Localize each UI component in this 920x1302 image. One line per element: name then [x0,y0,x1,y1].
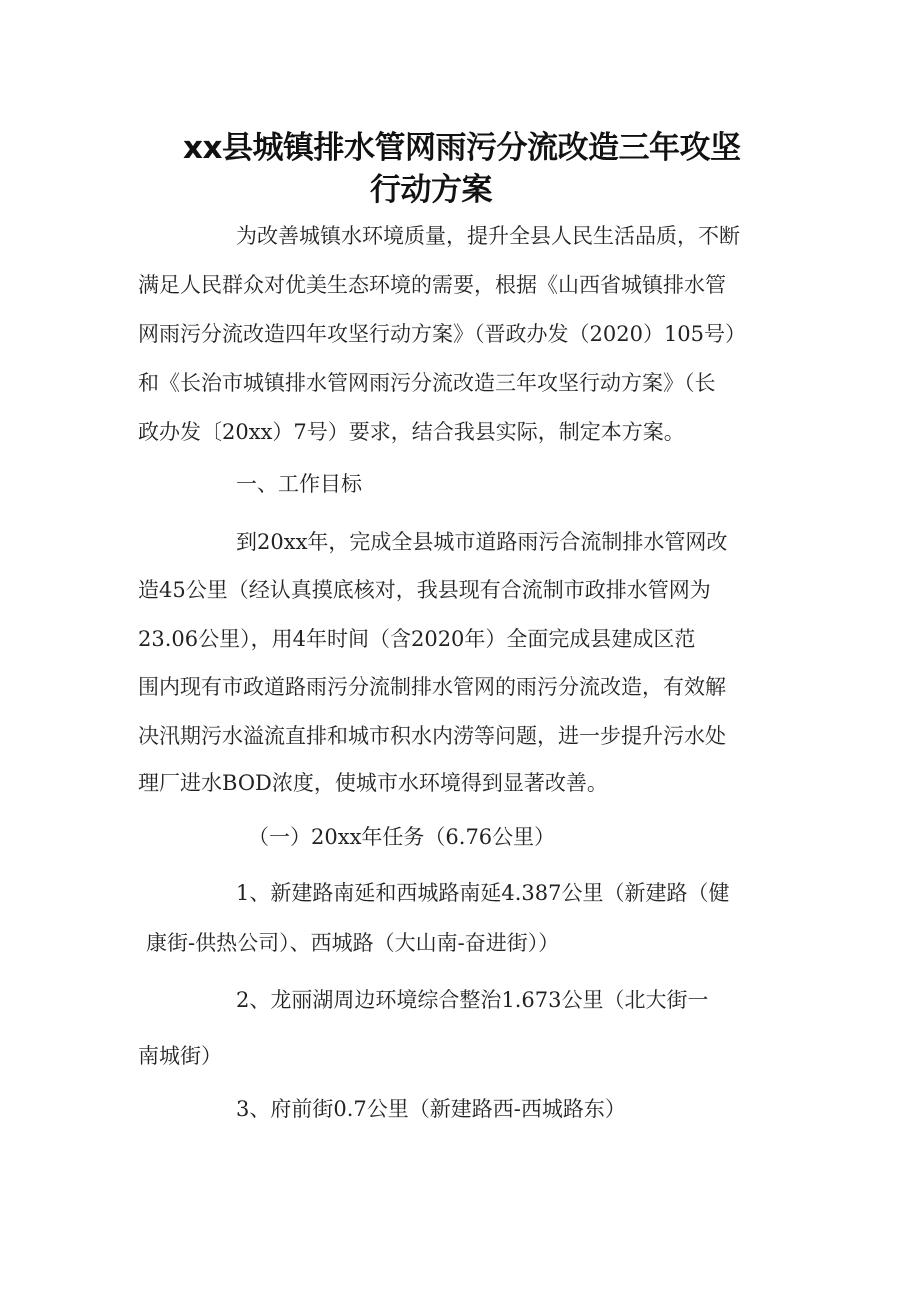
task2-line-1: 2、龙丽湖周边环境综合整治1.673公里（北大街一 [236,988,709,1012]
intro-line-3: 网雨污分流改造四年攻坚行动方案》（晋政办发（2020）105号） [138,322,747,346]
intro-line-5: 政办发〔20xx）7号）要求，结合我县实际，制定本方案。 [138,420,685,444]
task2-line-2: 南城街） [138,1044,222,1068]
goal-line-4: 围内现有市政道路雨污分流制排水管网的雨污分流改造，有效解 [138,675,726,699]
document-title-line2: 行动方案 [370,172,492,208]
intro-line-4: 和《长治市城镇排水管网雨污分流改造三年攻坚行动方案》（长 [138,371,716,395]
goal-line-2: 造45公里（经认真摸底核对，我县现有合流制市政排水管网为 [138,578,711,602]
document-title-line1: xx县城镇排水管网雨污分流改造三年攻坚 [183,130,741,166]
subsection-heading-tasks: （一）20xx年任务（6.76公里） [248,825,556,849]
intro-line-2: 满足人民群众对优美生态环境的需要，根据《山西省城镇排水管 [138,273,726,297]
goal-line-1: 到20xx年，完成全县城市道路雨污合流制排水管网改 [236,530,728,554]
goal-line-3: 23.06公里），用4年时间（含2020年）全面完成县建成区范 [138,627,696,651]
goal-line-6: 理厂进水BOD浓度，使城市水环境得到显著改善。 [138,771,608,795]
goal-line-5: 决汛期污水溢流直排和城市积水内涝等问题，进一步提升污水处 [138,724,726,748]
task1-line-1: 1、新建路南延和西城路南延4.387公里（新建路（健 [236,881,730,905]
section-heading-goals: 一、工作目标 [236,472,362,496]
intro-line-1: 为改善城镇水环境质量，提升全县人民生活品质，不断 [236,224,740,248]
task1-line-2: 康街-供热公司）、西城路（大山南-奋进街）） [146,931,560,955]
task3-line-1: 3、府前街0.7公里（新建路西-西城路东） [236,1097,626,1121]
